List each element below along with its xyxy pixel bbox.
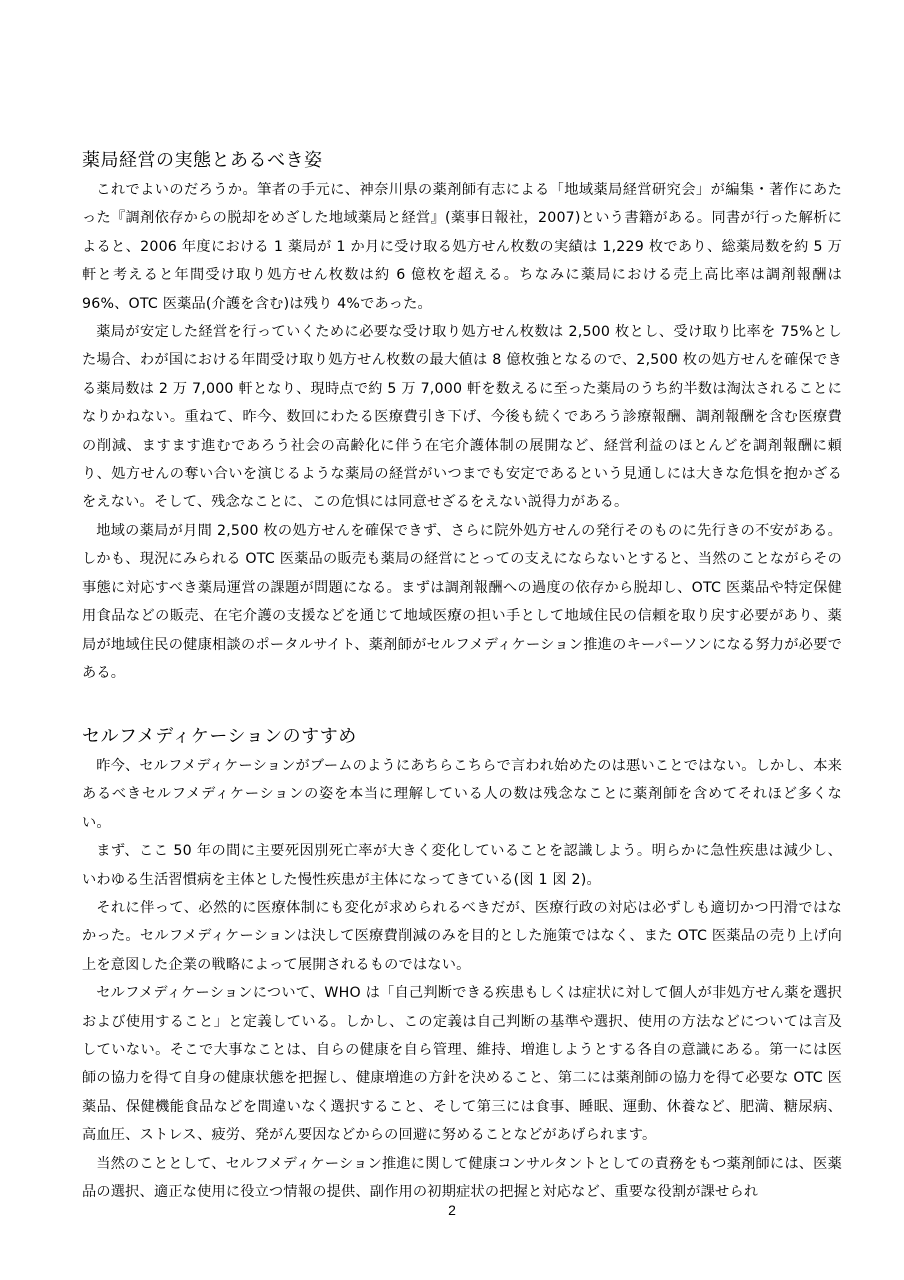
section-self-medication bbox=[82, 724, 842, 1207]
paragraph: それに伴って、必然的に医療体制にも変化が求められるべきだが、医療行政の対応は必ずしも適切かつ円滑ではなかった。セルフメディケーションは決して医療費削減のみを目的とした施策ではなく、また OTC 医薬品の売り上げ向上を意図した企業の戦略によって展開されるものではない。 bbox=[82, 900, 842, 973]
paragraph: 薬局が安定した経営を行っていくために必要な受け取り処方せん枚数は 2,500 枚とし、受け取り比率を 75%とした場合、わが国における年間受け取り処方せん枚数の最大値は 8 億枚強となるので、2,500 枚の処方せんを確保できる薬局数は 2 万 7,000 軒となり、現時点で約 5 万 7,000 軒を数えるに至った薬局のうち約半数は淘汰されることになりかねない。重ねて、昨今、数回にわたる医療費引き下げ、今後も続くであろう診療報酬、調剤報酬を含む医療費の削減、ますます進むであろう社会の高齢化に伴う在宅介護体制の展開など、経営利益のほとんどを調剤報酬に頼り、処方せんの奪い合いを演じるような薬局の経営がいつまでも安定であるという見通しには大きな危惧を抱かざるをえない。そして、残念なことに、この危惧には同意せざるをえない説得力がある。 bbox=[82, 324, 842, 511]
page-number: 2 bbox=[448, 1202, 456, 1218]
paragraph: 地域の薬局が月間 2,500 枚の処方せんを確保できず、さらに院外処方せんの発行そのものに先行きの不安がある。しかも、現況にみられる OTC 医薬品の販売も薬局の経営にとっての支えにならないとすると、当然のことながらその事態に対応すべき薬局運営の課題が問題になる。まずは調剤報酬への過度の依存から脱却し、OTC 医薬品や特定保健用食品などの販売、在宅介護の支援などを通じて地域医療の担い手として地域住民の信頼を取り戻す必要があり、薬局が地域住民の健康相談のポータルサイト、薬剤師がセルフメディケーション推進のキーパーソンになる努力が必要である。 bbox=[82, 522, 842, 681]
paragraph: これでよいのだろうか。筆者の手元に、神奈川県の薬剤師有志による「地域薬局経営研究会」が編集・著作にあたった『調剤依存からの脱却をめざした地域薬局と経営』(薬事日報社，2007)という書籍がある。同書が行った解析によると、2006 年度における 1 薬局が 1 か月に受け取る処方せん枚数の実績は 1,229 枚であり、総薬局数を約 5 万軒と考えると年間受け取り処方せん枚数は約 6 億枚を超える。ちなみに薬局における売上高比率は調剤報酬は 96%、OTC 医薬品(介護を含む)は残り 4%であった。 bbox=[82, 182, 842, 312]
section-heading: セルフメディケーションのすすめ bbox=[82, 726, 357, 747]
section-heading: 薬局経営の実態とあるべき姿 bbox=[82, 150, 323, 171]
paragraph: 昨今、セルフメディケーションがブームのようにあちらこちらで言われ始めたのは悪いことではない。しかし、本来あるべきセルフメディケーションの姿を本当に理解している人の数は残念なことに薬剤師を含めてそれほど多くない。 bbox=[82, 758, 842, 831]
paragraph: 当然のこととして、セルフメディケーション推進に関して健康コンサルタントとしての責務をもつ薬剤師には、医薬品の選択、適正な使用に役立つ情報の提供、副作用の初期症状の把握と対応など、重要な役割が課せられ bbox=[82, 1155, 842, 1201]
paragraph: まず、ここ 50 年の間に主要死因別死亡率が大きく変化していることを認識しよう。明らかに急性疾患は減少し、いわゆる生活習慣病を主体とした慢性疾患が主体になってきている(図 1 図 2)。 bbox=[82, 843, 842, 888]
paragraph: セルフメディケーションについて、WHO は「自己判断できる疾患もしくは症状に対して個人が非処方せん薬を選択および使用すること」と定義している。しかし、この定義は自己判断の基準や選択、使用の方法などについては言及していない。そこで大事なことは、自らの健康を自ら管理、維持、増進しようとする各自の意識にある。第一には医師の協力を得て自身の健康状態を把握し、健康増進の方針を決めること、第二には薬剤師の協力を得て必要な OTC 医薬品、保健機能食品などを間違いなく選択すること、そして第三には食事、睡眠、運動、休養など、肥満、糖尿病、高血圧、ストレス、疲労、発がん要因などからの回避に努めることなどがあげられます。 bbox=[82, 985, 842, 1144]
section-pharmacy-management bbox=[82, 148, 842, 687]
